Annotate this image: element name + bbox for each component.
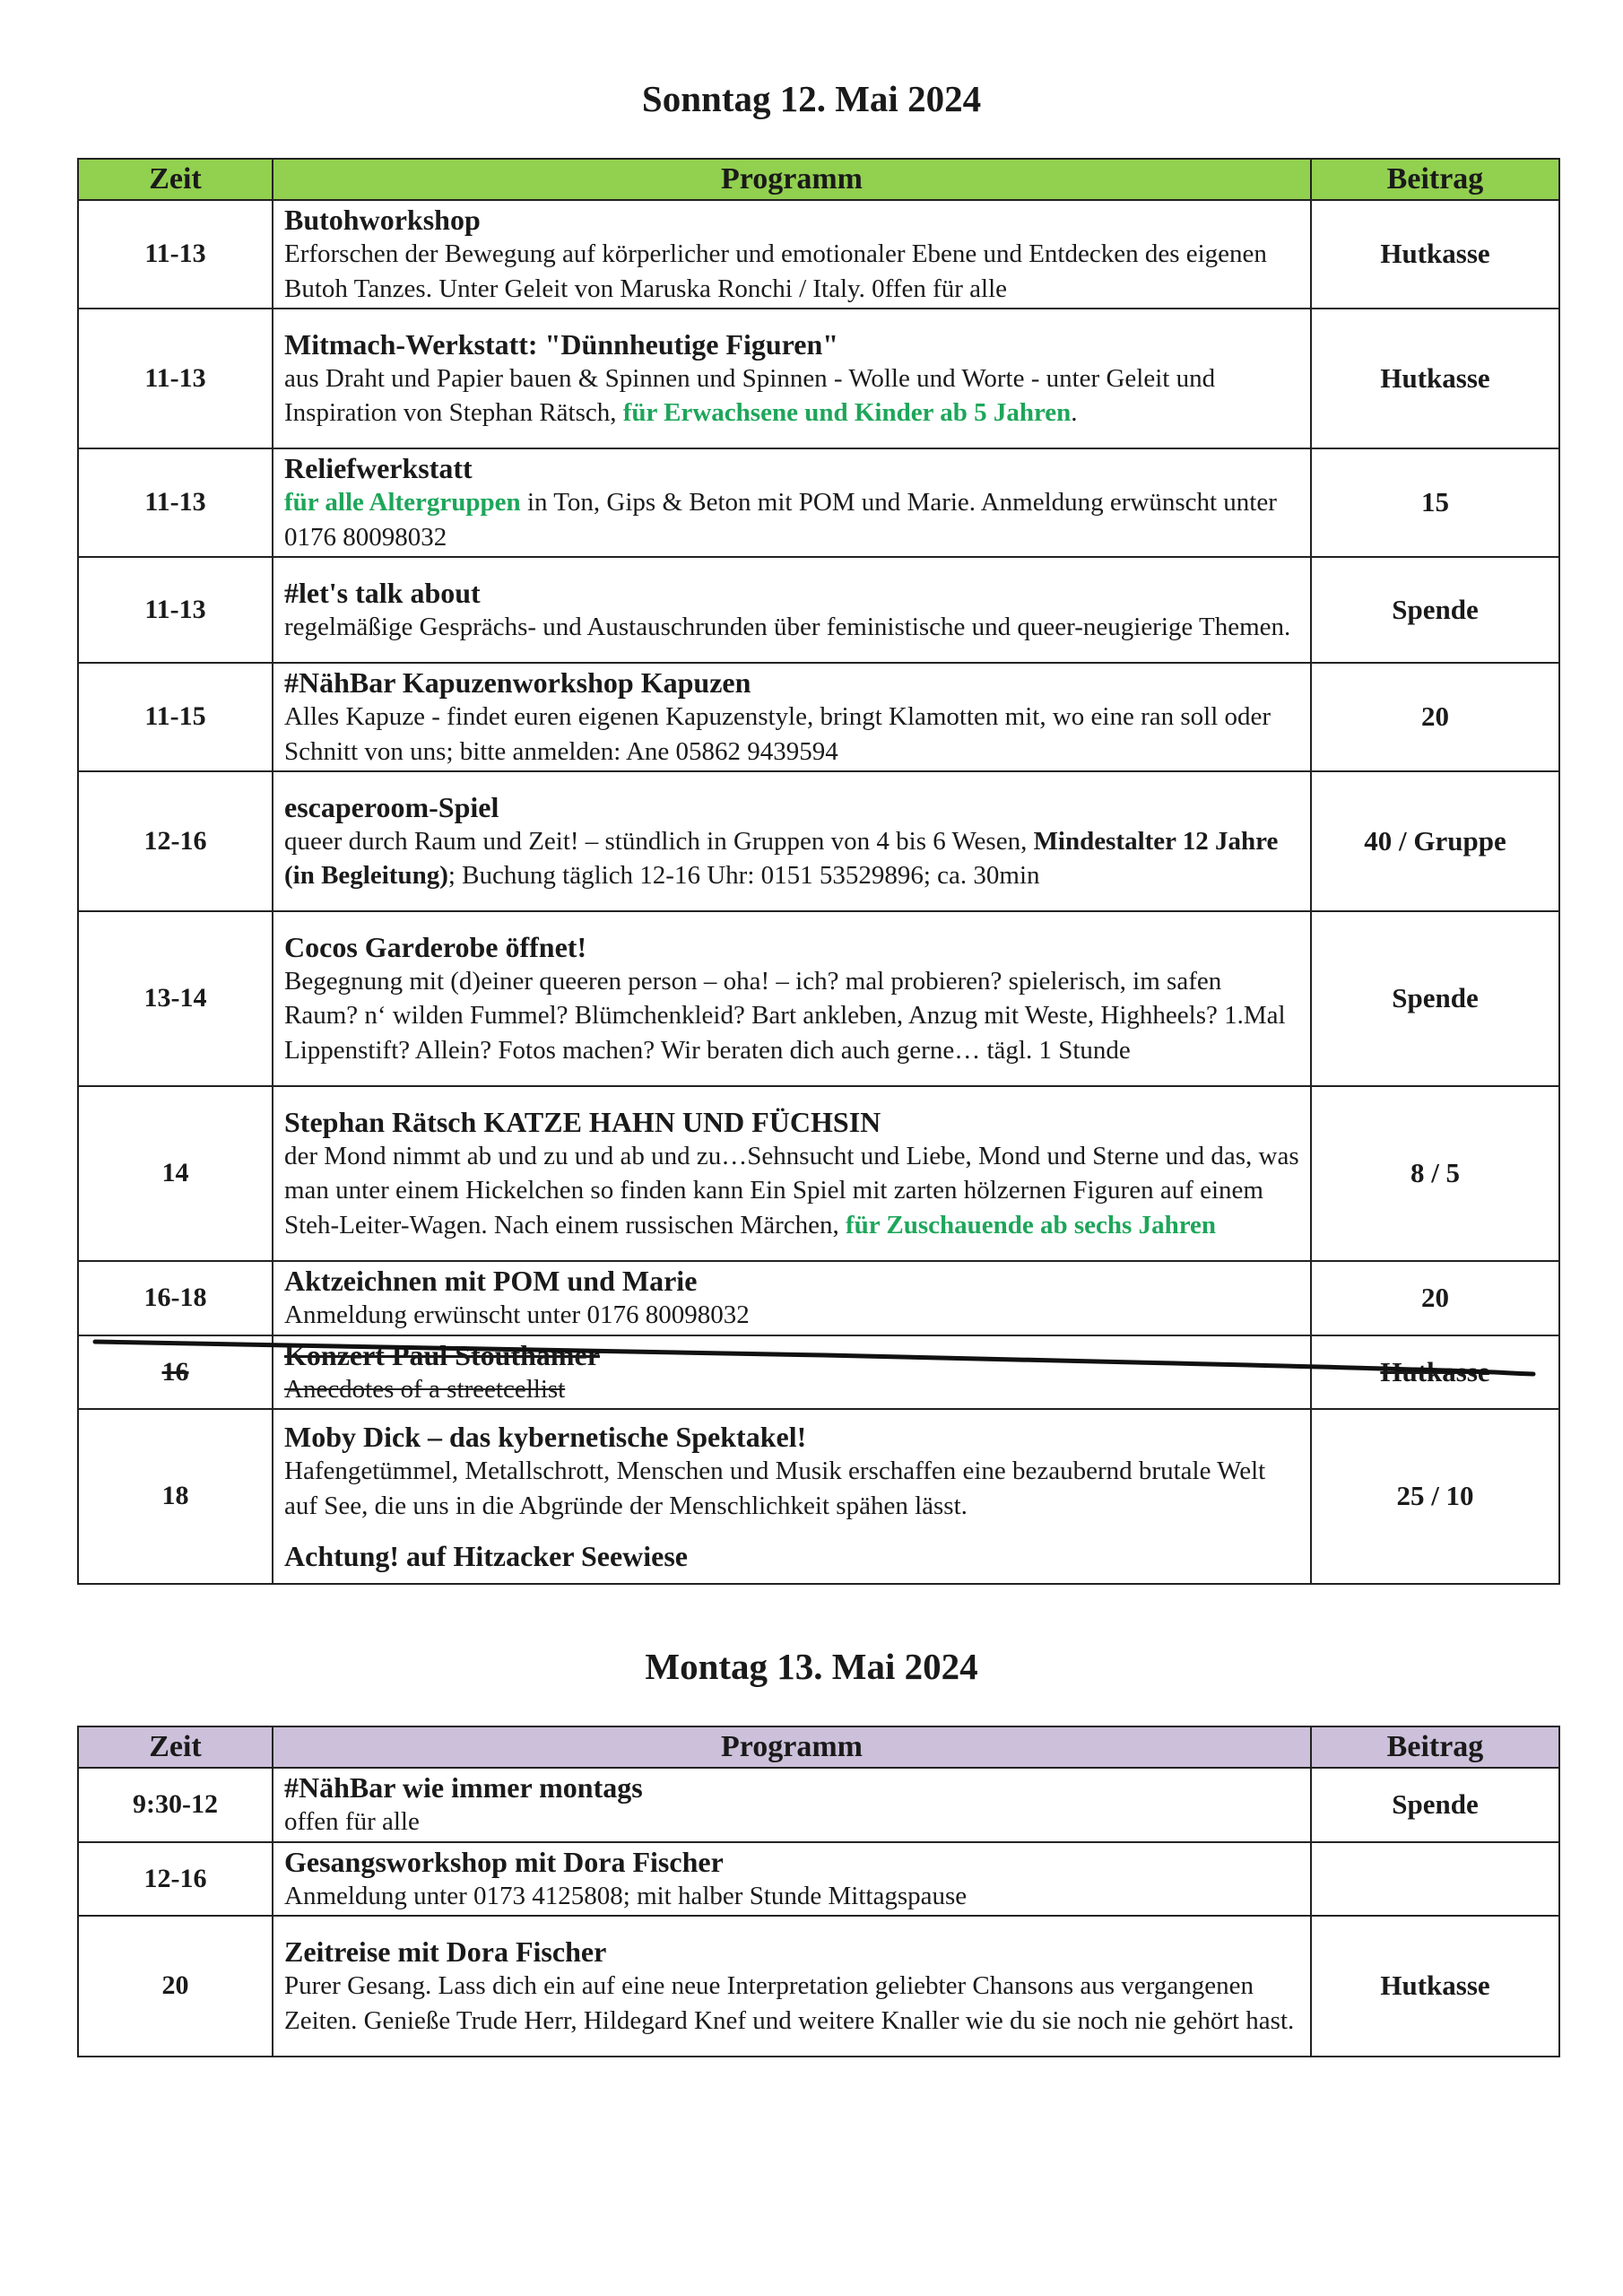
row-title: Cocos Garderobe öffnet! [284, 930, 587, 963]
row-zeit: 11-13 [78, 448, 273, 557]
row-title: #NähBar Kapuzenworkshop Kapuzen [284, 666, 751, 699]
table-row [78, 1409, 1559, 1584]
row-title: #let's talk about [284, 576, 481, 609]
row-zeit: 12-16 [78, 1842, 273, 1917]
table-row [78, 1768, 1559, 1842]
row-title: #NähBar wie immer montags [284, 1771, 643, 1804]
row-beitrag: Spende [1311, 911, 1559, 1086]
row-programm [273, 1261, 1311, 1335]
row-description: Anmeldung unter 0173 4125808; mit halber Stunde Mittagspause [284, 1881, 968, 1910]
row-title: Aktzeichnen mit POM und Marie [284, 1265, 698, 1297]
row-beitrag: 8 / 5 [1311, 1086, 1559, 1261]
row-title: Gesangsworkshop mit Dora Fischer [284, 1845, 724, 1878]
row-description: Begegnung mit (d)einer queeren person – oha! – ich? mal probieren? spielerisch, im safen Raum? n‘ wilden Fummel? Blümchenkleid? Bart ankleben, Anzug mit Weste, Highheels? 1.Mal Lippenstift? Allein? Fotos machen? Wir beraten dich auch gerne… tägl. 1 Stunde [284, 966, 1286, 1065]
row-description-text: der Mond nimmt ab und zu und ab und zu…Sehnsucht und Liebe, Mond und Sterne und das, was man unter einem Hickelchen so finden kann Ein Spiel mit zarten hölzernen Figuren auf einem Steh-Leiter-Wagen. Nach einem russischen Märchen, [284, 1141, 1299, 1239]
row-programm [273, 1086, 1311, 1261]
row-zeit: 16-18 [78, 1261, 273, 1335]
table-row [78, 557, 1559, 663]
audience-highlight: für alle Altergruppen [284, 488, 521, 517]
table-row [78, 200, 1559, 309]
row-beitrag: Spende [1311, 1768, 1559, 1842]
row-description-text: in Ton, Gips & Beton mit POM und Marie. Anmeldung erwünscht unter 0176 80098032 [284, 488, 1277, 552]
row-beitrag: Hutkasse [1311, 1335, 1559, 1410]
row-programm [273, 200, 1311, 309]
table-row [78, 1842, 1559, 1917]
table-header-row [78, 159, 1559, 200]
row-description: offen für alle [284, 1807, 420, 1836]
row-beitrag: 20 [1311, 1261, 1559, 1335]
monday-schedule-table [77, 1726, 1560, 2057]
table-row [78, 1916, 1559, 2057]
row-zeit: 14 [78, 1086, 273, 1261]
row-description-text: queer durch Raum und Zeit! – stündlich in Gruppen von 4 bis 6 Wesen, [284, 826, 1034, 856]
row-zeit: 11-15 [78, 663, 273, 771]
row-programm [273, 911, 1311, 1086]
row-zeit: 11-13 [78, 200, 273, 309]
row-title: Butohworkshop [284, 204, 481, 236]
row-description [284, 1139, 1299, 1243]
row-description-tail: . [1071, 398, 1078, 427]
table-row [78, 448, 1559, 557]
sunday-title: Sonntag 12. Mai 2024 [641, 78, 982, 119]
table-row [78, 1261, 1559, 1335]
header-beitrag: Beitrag [1311, 159, 1559, 200]
row-description: Purer Gesang. Lass dich ein auf eine neue Interpretation geliebter Chansons aus vergangenen Zeiten. Genieße Trude Herr, Hildegard Knef und weitere Knaller wie du sie noch nie gehört hast. [284, 1971, 1295, 2035]
row-programm [273, 663, 1311, 771]
row-beitrag: Hutkasse [1311, 1916, 1559, 2057]
table-row [78, 1086, 1559, 1261]
row-description-tail: ; Buchung täglich 12-16 Uhr: 0151 53529896; ca. 30min [447, 861, 1040, 890]
row-title: escaperoom-Spiel [284, 790, 499, 823]
row-beitrag: Spende [1311, 557, 1559, 663]
row-programm [273, 1768, 1311, 1842]
row-zeit: 12-16 [78, 771, 273, 911]
row-description: regelmäßige Gesprächs- und Austauschrunden über feministische und queer-neugierige Themen. [284, 612, 1291, 641]
table-row-cancelled [78, 1335, 1559, 1410]
header-zeit: Zeit [78, 159, 273, 200]
audience-highlight: für Erwachsene und Kinder ab 5 Jahren [622, 398, 1072, 427]
row-programm [273, 771, 1311, 911]
row-title: Moby Dick – das kybernetische Spektakel! [284, 1421, 807, 1453]
row-beitrag: 20 [1311, 663, 1559, 771]
row-description [284, 824, 1299, 893]
row-programm [273, 1842, 1311, 1917]
row-title: Reliefwerkstatt [284, 452, 473, 484]
table-row [78, 309, 1559, 448]
header-programm: Programm [273, 159, 1311, 200]
row-title: Konzert Paul Stouthamer [284, 1338, 600, 1371]
row-zeit: 13-14 [78, 911, 273, 1086]
header-zeit: Zeit [78, 1726, 273, 1768]
sunday-schedule-table [77, 158, 1560, 1585]
row-beitrag: 25 / 10 [1311, 1409, 1559, 1584]
table-row [78, 663, 1559, 771]
row-programm [273, 448, 1311, 557]
row-zeit: 18 [78, 1409, 273, 1584]
row-zeit: 11-13 [78, 557, 273, 663]
row-title: Stephan Rätsch KATZE HAHN UND FÜCHSIN [284, 1105, 881, 1138]
row-zeit: 9:30-12 [78, 1768, 273, 1842]
row-description [284, 485, 1299, 554]
row-beitrag: 15 [1311, 448, 1559, 557]
row-zeit: 11-13 [78, 309, 273, 448]
row-beitrag: Hutkasse [1311, 309, 1559, 448]
row-programm [273, 557, 1311, 663]
monday-title: Montag 13. Mai 2024 [645, 1646, 978, 1687]
age-requirement: Mindestalter 12 Jahre (in Begleitung) [284, 826, 1279, 890]
row-title: Mitmach-Werkstatt: "Dünnheutige Figuren" [284, 327, 839, 361]
row-description: Hafengetümmel, Metallschrott, Menschen und Musik erschaffen eine bezaubernd brutale Welt auf See, die uns in die Abgründe der Menschlichkeit spähen lässt. [284, 1457, 1266, 1520]
row-programm [273, 309, 1311, 448]
location-note: Achtung! auf Hitzacker Seewiese [284, 1540, 688, 1572]
row-programm [273, 1916, 1311, 2057]
row-description: Anecdotes of a streetcellist [284, 1374, 566, 1404]
audience-highlight: für Zuschauende ab sechs Jahren [845, 1210, 1217, 1239]
row-programm [273, 1409, 1311, 1584]
table-row [78, 911, 1559, 1086]
row-programm [273, 1335, 1311, 1410]
row-description [284, 361, 1299, 430]
row-beitrag [1311, 1842, 1559, 1917]
table-header-row [78, 1726, 1559, 1768]
row-beitrag: 40 / Gruppe [1311, 771, 1559, 911]
row-title: Zeitreise mit Dora Fischer [284, 1935, 607, 1968]
row-description: Anmeldung erwünscht unter 0176 80098032 [284, 1300, 750, 1329]
header-beitrag: Beitrag [1311, 1726, 1559, 1768]
row-zeit: 20 [78, 1916, 273, 2057]
row-description: Erforschen der Bewegung auf körperlicher und emotionaler Ebene und Entdecken des eigenen Butoh Tanzes. Unter Geleit von Maruska Ronchi / Italy. 0ffen für alle [284, 239, 1267, 303]
row-zeit: 16 [78, 1335, 273, 1410]
row-description-text: aus Draht und Papier bauen & Spinnen und Spinnen - Wolle und Worte - unter Geleit und Inspiration von Stephan Rätsch, [284, 363, 1216, 427]
row-description: Alles Kapuze - findet euren eigenen Kapuzenstyle, bringt Klamotten mit, wo eine ran soll oder Schnitt von uns; bitte anmelden: Ane 05862 9439594 [284, 702, 1271, 766]
row-beitrag: Hutkasse [1311, 200, 1559, 309]
header-programm: Programm [273, 1726, 1311, 1768]
table-row [78, 771, 1559, 911]
